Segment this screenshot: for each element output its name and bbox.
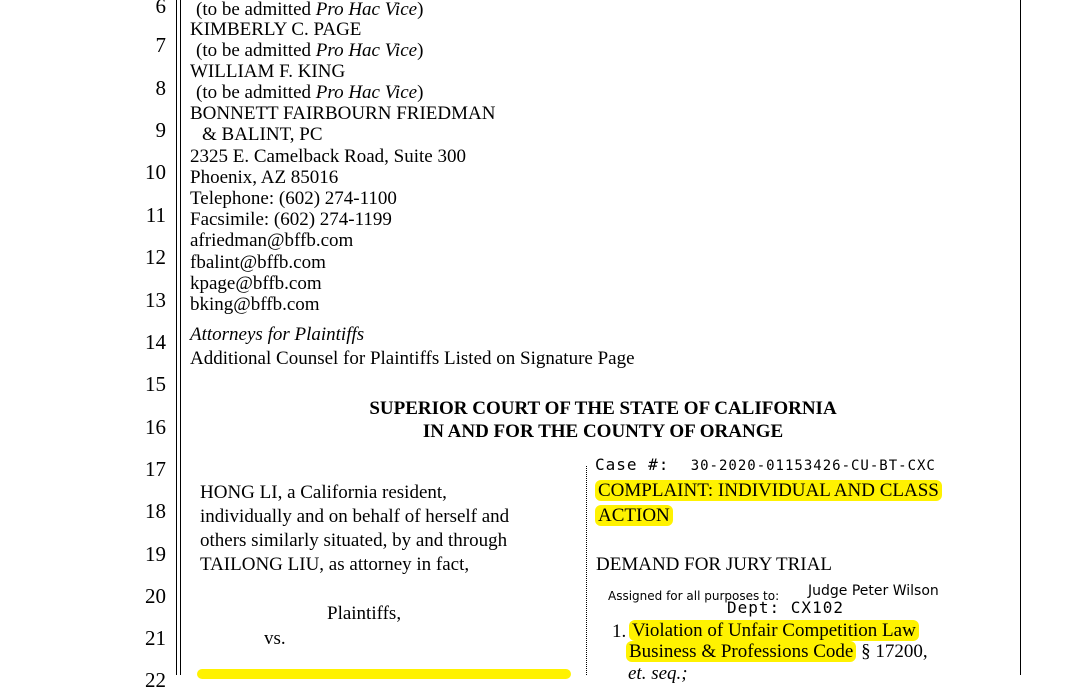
party-line: TAILONG LIU, as attorney in fact, bbox=[200, 554, 470, 575]
line-number: 22 bbox=[145, 668, 166, 692]
line-number: 17 bbox=[145, 457, 166, 481]
caption-divider bbox=[586, 466, 587, 675]
facsimile: Facsimile: (602) 274-1199 bbox=[190, 209, 392, 230]
line-number: 11 bbox=[145, 203, 166, 227]
pro-hac-vice: Pro Hac Vice bbox=[315, 82, 418, 103]
margin-rule-left-inner bbox=[180, 0, 181, 675]
attorney-admission-note bbox=[196, 0, 423, 20]
email: fbalint@bffb.com bbox=[190, 252, 326, 273]
complaint-title-cont bbox=[595, 505, 673, 526]
line-number: 13 bbox=[145, 288, 166, 312]
line-number: 7 bbox=[155, 33, 166, 57]
versus-label: vs. bbox=[264, 628, 286, 649]
line-number: 20 bbox=[145, 584, 166, 608]
email: afriedman@bffb.com bbox=[190, 230, 354, 251]
case-number-stamp bbox=[595, 454, 936, 477]
additional-counsel-note: Additional Counsel for Plaintiffs Listed on Signature Page bbox=[190, 348, 635, 369]
margin-rule-right bbox=[1020, 0, 1021, 675]
firm-name-cont: & BALINT, PC bbox=[202, 124, 323, 145]
admission-close: ) bbox=[417, 0, 424, 20]
pro-hac-vice: Pro Hac Vice bbox=[315, 40, 418, 61]
line-number: 6 bbox=[155, 0, 166, 18]
complaint-title-line: ACTION bbox=[595, 505, 673, 526]
line-number: 12 bbox=[145, 245, 166, 269]
attorney-admission-note bbox=[196, 82, 423, 103]
margin-rule-left-outer bbox=[176, 0, 177, 675]
firm-address: 2325 E. Camelback Road, Suite 300 bbox=[190, 146, 466, 167]
complaint-title bbox=[595, 480, 942, 501]
defendant-highlight bbox=[197, 669, 571, 679]
case-label: Case #: bbox=[595, 455, 670, 474]
assignment-note: Assigned for all purposes to: bbox=[608, 589, 780, 603]
line-number: 8 bbox=[155, 76, 166, 100]
line-number: 16 bbox=[145, 415, 166, 439]
plaintiffs-label: Plaintiffs, bbox=[327, 603, 402, 624]
email: bking@bffb.com bbox=[190, 294, 320, 315]
firm-city: Phoenix, AZ 85016 bbox=[190, 167, 339, 188]
line-number: 14 bbox=[145, 330, 166, 354]
firm-name: BONNETT FAIRBOURN FRIEDMAN bbox=[190, 103, 496, 124]
claim-highlight: Violation of Unfair Competition Law bbox=[629, 620, 919, 641]
claim-line bbox=[629, 620, 919, 641]
line-number: 9 bbox=[155, 118, 166, 142]
admission-close: ) bbox=[417, 40, 424, 61]
complaint-title-line: COMPLAINT: INDIVIDUAL AND CLASS bbox=[595, 480, 942, 501]
party-line: individually and on behalf of herself and bbox=[200, 506, 510, 527]
admission-text: (to be admitted bbox=[196, 0, 316, 20]
claim-highlight: Business & Professions Code bbox=[626, 641, 856, 662]
line-number: 10 bbox=[145, 160, 166, 184]
admission-close: ) bbox=[417, 82, 424, 103]
telephone: Telephone: (602) 274-1100 bbox=[190, 188, 397, 209]
dept-stamp: Dept: CX102 bbox=[727, 598, 844, 617]
admission-text: (to be admitted bbox=[196, 82, 316, 103]
claim-line bbox=[626, 641, 928, 662]
case-number: 30-2020-01153426-CU-BT-CXC bbox=[690, 458, 936, 474]
claim-section: § 17200, bbox=[856, 641, 928, 662]
court-county: IN AND FOR THE COUNTY OF ORANGE bbox=[422, 421, 784, 442]
line-number: 15 bbox=[145, 372, 166, 396]
attorneys-for-label: Attorneys for Plaintiffs bbox=[190, 324, 365, 345]
pro-hac-vice: Pro Hac Vice bbox=[315, 0, 418, 20]
claim-number: 1. bbox=[612, 621, 627, 642]
party-line: others similarly situated, by and through bbox=[200, 530, 508, 551]
party-line: HONG LI, a California resident, bbox=[200, 482, 447, 503]
jury-demand: DEMAND FOR JURY TRIAL bbox=[596, 554, 832, 575]
attorney-admission-note bbox=[196, 40, 423, 61]
email: kpage@bffb.com bbox=[190, 273, 322, 294]
line-number: 19 bbox=[145, 542, 166, 566]
line-number: 21 bbox=[145, 626, 166, 650]
attorney-name: WILLIAM F. KING bbox=[190, 61, 346, 82]
judge-name: Judge Peter Wilson bbox=[808, 583, 939, 599]
admission-text: (to be admitted bbox=[196, 40, 316, 61]
claim-et-seq: et. seq.; bbox=[628, 663, 688, 684]
attorney-name: KIMBERLY C. PAGE bbox=[190, 19, 362, 40]
court-title: SUPERIOR COURT OF THE STATE OF CALIFORNIA bbox=[369, 398, 837, 419]
line-number: 18 bbox=[145, 499, 166, 523]
